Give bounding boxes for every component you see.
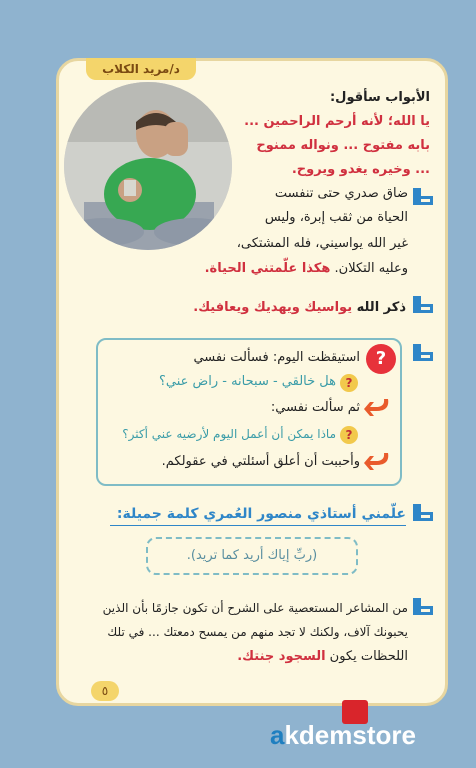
- lesson1-line-4: [190, 257, 408, 281]
- lesson1-line-2: الحياة من ثقب إبرة، وليس: [264, 210, 408, 225]
- return-arrow-icon: [362, 396, 392, 418]
- small-question-icon: ?: [340, 426, 358, 444]
- intro-line-1: الأبواب سأقول:: [329, 90, 430, 105]
- page-number: ٥: [91, 681, 119, 701]
- lesson1-line-4a: وعليه التكلان.: [330, 261, 408, 276]
- return-arrow-icon: [362, 450, 392, 472]
- logo-text: akdemstore: [270, 720, 416, 750]
- lesson4-line-1: من المشاعر المستعصية على الشرح أن تكون جازمًا بأن الذين: [102, 601, 408, 615]
- lesson-marker-icon: [410, 184, 436, 210]
- lesson1-highlight: هكذا علّمتني الحياة.: [204, 261, 331, 276]
- lesson-marker-icon: [410, 292, 436, 318]
- qa-line-3: ثم سألت نفسي:: [270, 400, 360, 415]
- qa-line-4: ماذا يمكن أن أعمل اليوم لأرضيه عني أكثر؟: [122, 427, 336, 441]
- intro-line-4: ... وخيره يغدو ويروح.: [291, 162, 430, 177]
- lesson2-text: [150, 296, 406, 320]
- qa-line-2: هل خالقي - سبحانه - راض عني؟: [158, 374, 336, 389]
- question-mark-icon: ?: [366, 344, 396, 374]
- lesson1-line-1: ضاق صدري حتى تنفست: [274, 186, 408, 201]
- lesson4-line-3a: اللحظات يكون: [325, 649, 408, 664]
- lesson-marker-icon: [410, 340, 436, 366]
- man-photo: [64, 82, 232, 250]
- lesson4-highlight: السجود جنتك.: [237, 649, 326, 664]
- lesson1-line-3: غير الله يواسيني، فله المشتكى،: [236, 236, 408, 251]
- small-question-icon: ?: [340, 374, 358, 392]
- intro-line-2: يا الله؛ لأنه أرحم الراحمين ...: [244, 114, 430, 129]
- lesson4-line-3: [150, 645, 408, 669]
- qa-line-1: استيقظت اليوم: فسألت نفسي: [193, 350, 360, 365]
- intro-line-3: بابه مفتوح ... ونواله ممنوح: [256, 138, 430, 153]
- lesson2-part-b: يواسيك ويهديك ويعافيك.: [193, 300, 353, 315]
- lesson3-heading: علّمني أستاذي منصور العُمري كلمة جميلة:: [110, 503, 406, 526]
- qa-line-5: وأحببت أن أعلق أسئلتي في عقولكم.: [161, 454, 360, 469]
- akdemstore-logo: [270, 700, 450, 750]
- lesson-marker-icon: [410, 500, 436, 526]
- lesson-marker-icon: [410, 594, 436, 620]
- quote-box: (ربِّ إياك أريد كما تريد).: [146, 537, 358, 575]
- author-tab: د/مريد الكلاب: [86, 58, 196, 80]
- lesson4-line-2: يحبونك آلاف، ولكنك لا تجد منهم من يمسح دمعتك ... في تلك: [107, 625, 408, 639]
- lesson2-part-a: ذكر الله: [352, 300, 406, 315]
